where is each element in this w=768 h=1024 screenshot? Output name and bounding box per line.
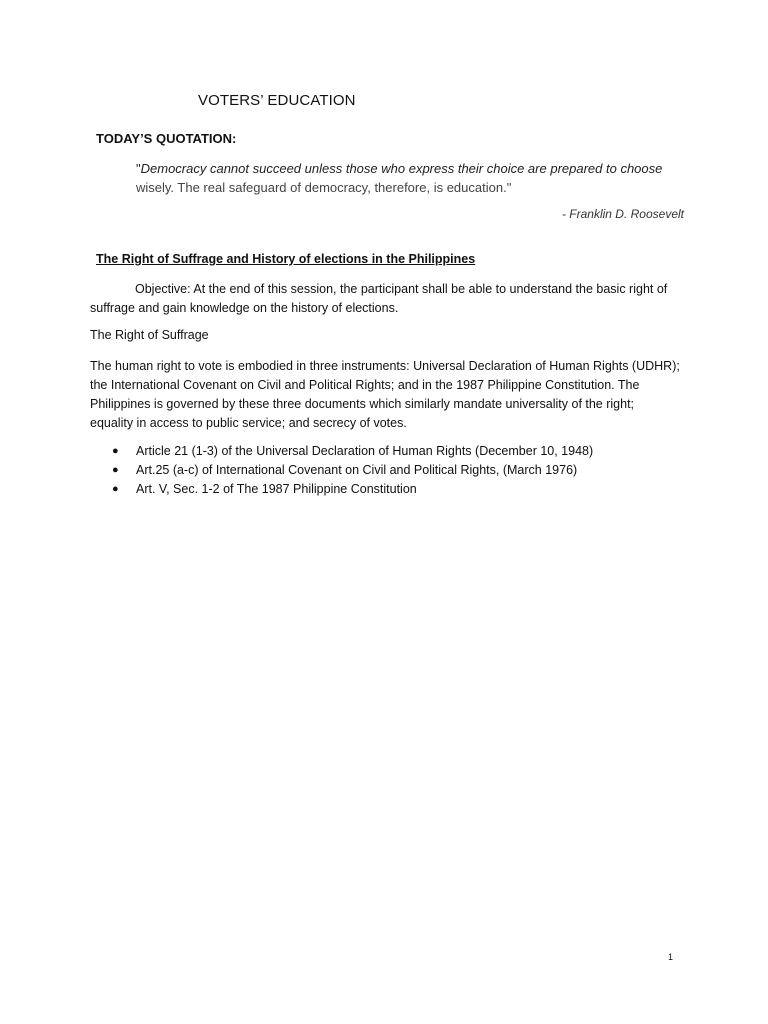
list-item-text: Article 21 (1-3) of the Universal Declaration of Human Rights (December 10, 1948) [136, 444, 594, 458]
quotation-text [136, 159, 696, 197]
quotation-heading: TODAY’S QUOTATION: [96, 131, 237, 146]
section-subheading: The Right of Suffrage [90, 328, 209, 342]
list-item [112, 442, 593, 461]
bullet-icon: ● [112, 483, 119, 495]
quotation-plain-part: wisely. The real safeguard of democracy, therefore, is education." [136, 180, 512, 195]
page-number: 1 [668, 952, 674, 962]
body-paragraph: The human right to vote is embodied in three instruments: Universal Declaration of Human Rights (UDHR); the International Covenant on Civil and Political Rights; and in the 1987 Philippine Constitution. The Philippines is governed by these three documents which similarly mandate universality of the right; equality in access to public service; and secrecy of votes. [90, 359, 680, 430]
quotation-open-mark: " [136, 161, 141, 176]
list-item [112, 461, 593, 480]
document-title: VOTERS’ EDUCATION [198, 92, 356, 109]
list-item-text: Art. V, Sec. 1-2 of The 1987 Philippine Constitution [136, 482, 417, 496]
list-item [112, 480, 593, 499]
section-heading: The Right of Suffrage and History of elections in the Philippines [96, 252, 476, 266]
objective-paragraph: Objective: At the end of this session, the participant shall be able to understand the basic right of suffrage and gain knowledge on the history of elections. [90, 282, 668, 315]
instruments-list [112, 442, 593, 499]
quotation-italic-part: Democracy cannot succeed unless those who express their choice are prepared to choose [140, 161, 663, 176]
bullet-icon: ● [112, 445, 119, 457]
bullet-icon: ● [112, 464, 119, 476]
list-item-text: Art.25 (a-c) of International Covenant on Civil and Political Rights, (March 1976) [136, 463, 578, 477]
quotation-author: - Franklin D. Roosevelt [561, 207, 684, 221]
